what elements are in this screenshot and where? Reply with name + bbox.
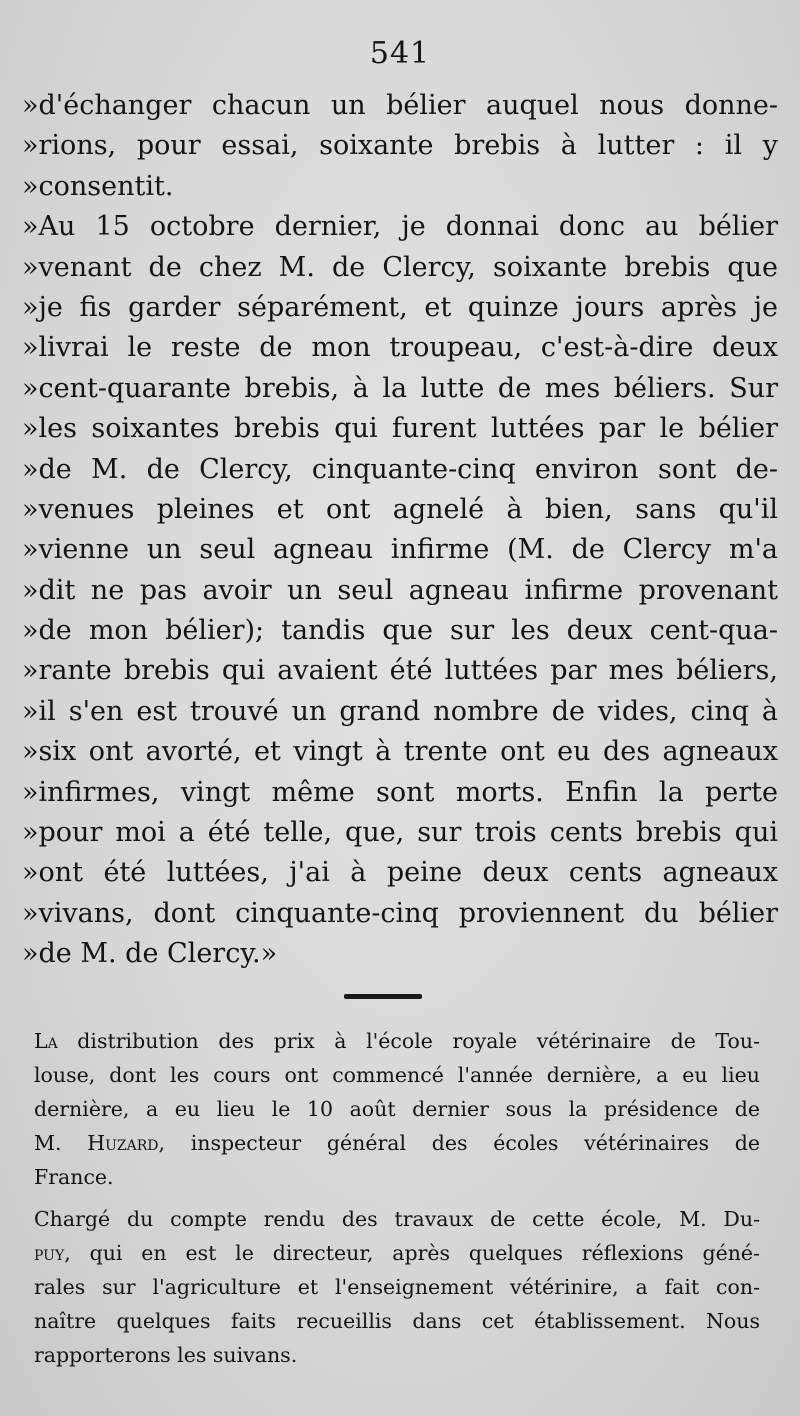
text-line: rales sur l'agriculture et l'enseignement vétérinire, a fait con-	[34, 1275, 760, 1299]
paragraph-report-director	[34, 1202, 760, 1372]
text-line: »vienne un seul agneau infirme (M. de Clercy m'a	[22, 534, 778, 566]
text-line: »vivans, dont cinquante-cinq proviennent du bélier	[22, 897, 778, 929]
lead-word: La	[34, 1029, 58, 1053]
text-line: »cent-quarante brebis, à la lutte de mes béliers. Sur	[22, 372, 778, 404]
text-line: France.	[34, 1165, 114, 1189]
text-line: »de M. de Clercy.»	[22, 938, 278, 970]
text-line	[34, 1024, 760, 1058]
text-line: »Au 15 octobre dernier, je donnai donc au bélier	[22, 211, 778, 243]
text-line: rapporterons les suivans.	[34, 1343, 298, 1367]
text-line: »les soixantes brebis qui furent luttées par le bélier	[22, 413, 778, 445]
person-name: puy	[34, 1241, 65, 1265]
text-line: »dit ne pas avoir un seul agneau infirme provenant	[22, 574, 778, 606]
text-line: »consentit.	[22, 170, 174, 202]
text-line: louse, dont les cours ont commencé l'année dernière, a eu lieu	[34, 1063, 760, 1087]
text-line: »livrai le reste de mon troupeau, c'est-à-dire deux	[22, 332, 778, 364]
text-line: »rante brebis qui avaient été luttées par mes béliers,	[22, 655, 778, 687]
text-line: »je fis garder séparément, et quinze jours après je	[22, 291, 778, 323]
text-line	[34, 1236, 760, 1270]
person-name: Huzard	[87, 1131, 159, 1155]
text-span: distribution des prix à l'école royale vétérinaire de Tou-	[57, 1029, 760, 1053]
text-span: , qui en est le directeur, après quelques réflexions géné-	[64, 1241, 760, 1265]
text-line: »infirmes, vingt même sont morts. Enfin la perte	[22, 776, 778, 808]
section-separator-rule	[344, 994, 422, 999]
text-line: naître quelques faits recueillis dans cet établissement. Nous	[34, 1309, 760, 1333]
text-line: dernière, a eu lieu le 10 août dernier sous la présidence de	[34, 1097, 760, 1121]
text-line: »rions, pour essai, soixante brebis à lutter : il y	[22, 130, 778, 162]
quoted-letter	[22, 86, 778, 975]
text-line: »six ont avorté, et vingt à trente ont eu des agneaux	[22, 736, 778, 768]
text-line: »ont été luttées, j'ai à peine deux cents agneaux	[22, 857, 778, 889]
text-line: »venant de chez M. de Clercy, soixante brebis que	[22, 251, 778, 283]
text-span: , inspecteur général des écoles vétérinaires de	[158, 1131, 760, 1155]
paragraph-prize-distribution	[34, 1024, 760, 1194]
text-line: »de M. de Clercy, cinquante-cinq environ sont de-	[22, 453, 778, 485]
text-line: »pour moi a été telle, que, sur trois cents brebis qui	[22, 817, 778, 849]
text-line: »il s'en est trouvé un grand nombre de vides, cinq à	[22, 695, 778, 727]
text-line: »de mon bélier); tandis que sur les deux cent-qua-	[22, 615, 778, 647]
text-line	[34, 1126, 760, 1160]
text-line: »venues pleines et ont agnelé à bien, sans qu'il	[22, 493, 778, 525]
report-section	[34, 1024, 760, 1372]
text-span: M.	[34, 1131, 88, 1155]
text-line: Chargé du compte rendu des travaux de cette école, M. Du-	[34, 1207, 760, 1231]
page-number: 541	[369, 36, 431, 71]
text-line: »d'échanger chacun un bélier auquel nous donne-	[22, 90, 778, 121]
